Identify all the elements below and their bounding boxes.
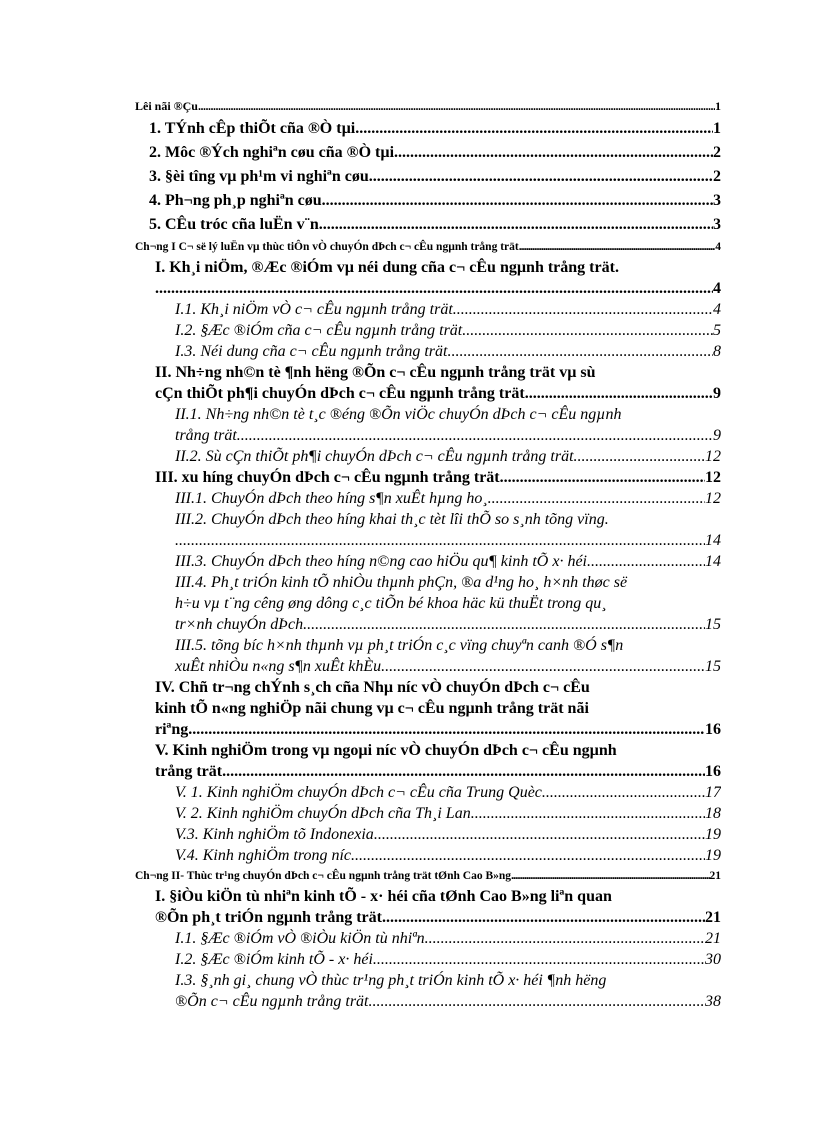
toc-entry-num [135,213,721,237]
dot-leader [226,761,705,782]
toc-entry-text: trång trät. [175,427,241,444]
toc-entry-sec [135,886,721,928]
toc-page-number: 2 [713,168,721,185]
toc-entry-text: I. Kh¸i niÖm, ®Æc ®iÓm vµ néi dung cña c¬ cÊu ngµnh trång trät. [155,259,619,276]
toc-entry-text: V. Kinh nghiÖm trong vµ ngoµi níc vÒ chuyÓn dÞch c¬ cÊu ngµnh [155,742,617,759]
toc-entry-num [135,165,721,189]
toc-entry-text: V.3. Kinh nghiÖm tõ Indonexia [175,826,374,843]
toc-page-number: 5 [713,322,721,339]
toc-page-number: 3 [713,192,721,209]
toc-page-number: 21 [705,909,721,926]
toc-entry-sub [135,320,721,341]
dot-leader [519,237,716,257]
toc-entry-text: Ch¬ng I C¬ së lý luËn vµ thùc tiÔn vÒ chuyÓn dÞch c¬ cÊu ngµnh trång trät [135,241,519,253]
dot-leader [355,845,705,866]
toc-entry-sub [135,341,721,362]
toc-entry-text: I. §iÒu kiÖn tù nhiªn kinh tÕ - x· héi cña tØnh Cao B»ng liªn quan [155,888,612,905]
toc-entry-sub [135,509,721,551]
toc-entry-sub [135,635,721,677]
toc-entry-text: IV. Chñ tr¬ng chÝnh s¸ch cña Nhµ níc vÒ chuyÓn dÞch c¬ cÊu [155,679,590,696]
dot-leader [546,782,705,803]
dot-leader [529,383,713,404]
table-of-contents [135,95,721,1012]
dot-leader [457,299,713,320]
dot-leader [587,551,705,572]
toc-entry-sub [135,928,721,949]
dot-leader [377,949,705,970]
toc-entry-sub [135,824,721,845]
dot-leader [374,824,705,845]
toc-entry-sec [135,677,721,740]
toc-page-number: 21 [705,930,721,947]
toc-entry-text: V. 2. Kinh nghiÖm chuyÓn dÞch cña Th¸i Lan. [175,805,475,822]
toc-entry-text: 2. Môc ®Ých nghiªn cøu cña ®Ò tµi [149,144,395,161]
toc-entry-text: III.4. Ph¸t triÓn kinh tÕ nhiÒu thµnh phÇn, ®a d¹ng ho¸ h×nh thøc së [175,574,628,591]
dot-leader [373,991,706,1012]
toc-page-number: 18 [705,805,721,822]
toc-entry-text: I.2. §Æc ®iÓm cña c¬ cÊu ngµnh trång trät. [175,322,467,339]
toc-entry-text: III.5. tõng bíc h×nh thµnh vµ ph¸t triÓn c¸c vïng chuyªn canh ®Ó s¶n [175,637,624,654]
dot-leader [492,488,705,509]
dot-leader [303,614,705,635]
toc-entry-sub [135,299,721,320]
dot-leader [369,165,713,189]
toc-page-number: 4 [713,280,721,297]
toc-page-number: 15 [705,616,721,633]
toc-entry-sub [135,572,721,635]
toc-page-number: 12 [705,490,721,507]
dot-leader [241,425,713,446]
toc-entry-front [135,95,721,117]
toc-entry-sub [135,949,721,970]
dot-leader [323,213,713,237]
toc-entry-text: 3. §èi tîng vµ ph¹m vi nghiªn cøu [149,168,369,185]
dot-leader [198,95,715,117]
dot-leader [447,341,713,362]
toc-entry-sec [135,362,721,404]
toc-entry-text: III.2. ChuyÓn dÞch theo híng khai th¸c tèt lîi thÕ so s¸nh tõng vïng. [175,511,609,528]
toc-entry-text: riªng [155,721,189,738]
dot-leader [359,117,713,141]
toc-entry-text: I.2. §Æc ®iÓm kinh tÕ - x· héi. [175,951,377,968]
dot-leader [188,719,705,740]
toc-page-number: 4 [715,241,721,253]
toc-entry-text: 5. CÊu tróc cña luËn v¨n. [149,216,323,233]
toc-entry-text: I.1. §Æc ®iÓm vÒ ®iÒu kiÖn tù nhiªn. [175,930,429,947]
toc-page-number: 8 [713,343,721,360]
toc-entry-text: ®Õn c¬ cÊu ngµnh trång trät. [175,993,373,1010]
dot-leader [394,141,713,165]
toc-page-number: 16 [705,721,721,738]
toc-entry-text: II. Nh÷ng nh©n tè ¶nh hëng ®Õn c¬ cÊu ngµnh trång trät vµ sù [155,364,596,381]
toc-entry-text: h÷u vµ t¨ng cêng øng dông c¸c tiÕn bé khoa häc kü thuËt trong qu¸ [175,595,607,612]
dot-leader [386,907,705,928]
toc-entry-chap [135,237,721,257]
toc-page-number: 38 [705,993,721,1010]
toc-entry-text: II.1. Nh÷ng nh©n tè t¸c ®éng ®Õn viÖc chuyÓn dÞch c¬ cÊu ngµnh [175,406,622,423]
dot-leader [155,278,713,299]
toc-entry-sub [135,446,721,467]
toc-entry-text: cÇn thiÕt ph¶i chuyÓn dÞch c¬ cÊu ngµnh trång trät. [155,385,529,402]
toc-page-number: 30 [705,951,721,968]
toc-page-number: 14 [705,553,721,570]
toc-page-number: 12 [705,469,721,486]
toc-page-number: 9 [713,427,721,444]
toc-entry-text: V. 1. Kinh nghiÖm chuyÓn dÞch c¬ cÊu cña Trung Quèc. [175,784,546,801]
toc-page-number: 4 [713,301,721,318]
toc-page-number: 9 [713,385,721,402]
toc-entry-sub [135,551,721,572]
dot-leader [326,189,713,213]
toc-page-number: 1 [713,120,721,137]
toc-page-number: 14 [705,532,721,549]
toc-entry-num [135,141,721,165]
toc-entry-text: I.3. Néi dung cña c¬ cÊu ngµnh trång trät [175,343,448,360]
toc-entry-text: Lêi nãi ®Çu [135,99,198,113]
dot-leader [466,320,713,341]
dot-leader [385,656,705,677]
dot-leader [578,446,705,467]
dot-leader [511,866,709,886]
toc-page-number: 21 [709,870,721,882]
toc-entry-text: V.4. Kinh nghiÖm trong níc. [175,847,356,864]
toc-entry-sub [135,845,721,866]
toc-entry-text: I.3. §¸nh gi¸ chung vÒ thùc tr¹ng ph¸t triÓn kinh tÕ x· héi ¶nh hëng [175,972,607,989]
toc-entry-sub [135,404,721,446]
toc-entry-num [135,117,721,141]
toc-entry-sub [135,488,721,509]
toc-page-number: 16 [705,763,721,780]
dot-leader [175,530,705,551]
toc-entry-sec [135,467,721,488]
dot-leader [475,803,705,824]
toc-entry-text: 1. TÝnh cÊp thiÕt cña ®Ò tµi. [149,120,360,137]
toc-entry-text: III.3. ChuyÓn dÞch theo híng n©ng cao hiÖu qu¶ kinh tÕ x· héi [175,553,587,570]
toc-page-number: 12 [705,448,721,465]
toc-entry-text: kinh tÕ n«ng nghiÖp nãi chung vµ c¬ cÊu ngµnh trång trät nãi [155,700,589,717]
toc-entry-text: xuÊt nhiÒu n«ng s¶n xuÊt khÈu. [175,658,386,675]
dot-leader [504,467,705,488]
toc-entry-text: III.1. ChuyÓn dÞch theo híng s¶n xuÊt hµng ho¸. [175,490,492,507]
toc-page-number: 17 [705,784,721,801]
toc-entry-text: 4. Ph¬ng ph¸p nghiªn cøu. [149,192,326,209]
toc-entry-text: I.1. Kh¸i niÖm vÒ c¬ cÊu ngµnh trång trät. [175,301,457,318]
dot-leader [429,928,705,949]
toc-entry-sec [135,740,721,782]
toc-entry-text: trång trät. [155,763,227,780]
toc-entry-text: ®Õn ph¸t triÓn ngµnh trång trät. [155,909,386,926]
toc-entry-text: II.2. Sù cÇn thiÕt ph¶i chuyÓn dÞch c¬ cÊu ngµnh trång trät. [175,448,578,465]
toc-page-number: 2 [713,144,721,161]
toc-entry-num [135,189,721,213]
toc-entry-text: Ch¬ng II- Thùc tr¹ng chuyÓn dÞch c¬ cÊu ngµnh trång trät tØnh Cao B»ng [135,870,512,882]
toc-page-number: 19 [705,847,721,864]
toc-page-number: 3 [713,216,721,233]
toc-entry-text: III. xu híng chuyÓn dÞch c¬ cÊu ngµnh trång trät. [155,469,504,486]
toc-entry-sub [135,803,721,824]
toc-page-number: 19 [705,826,721,843]
toc-page-number: 15 [705,658,721,675]
toc-entry-sub [135,782,721,803]
toc-entry-sub [135,970,721,1012]
toc-page-number: 1 [715,99,721,113]
toc-entry-chap [135,866,721,886]
toc-entry-sec [135,257,721,299]
toc-entry-text: tr×nh chuyÓn dÞch [175,616,304,633]
